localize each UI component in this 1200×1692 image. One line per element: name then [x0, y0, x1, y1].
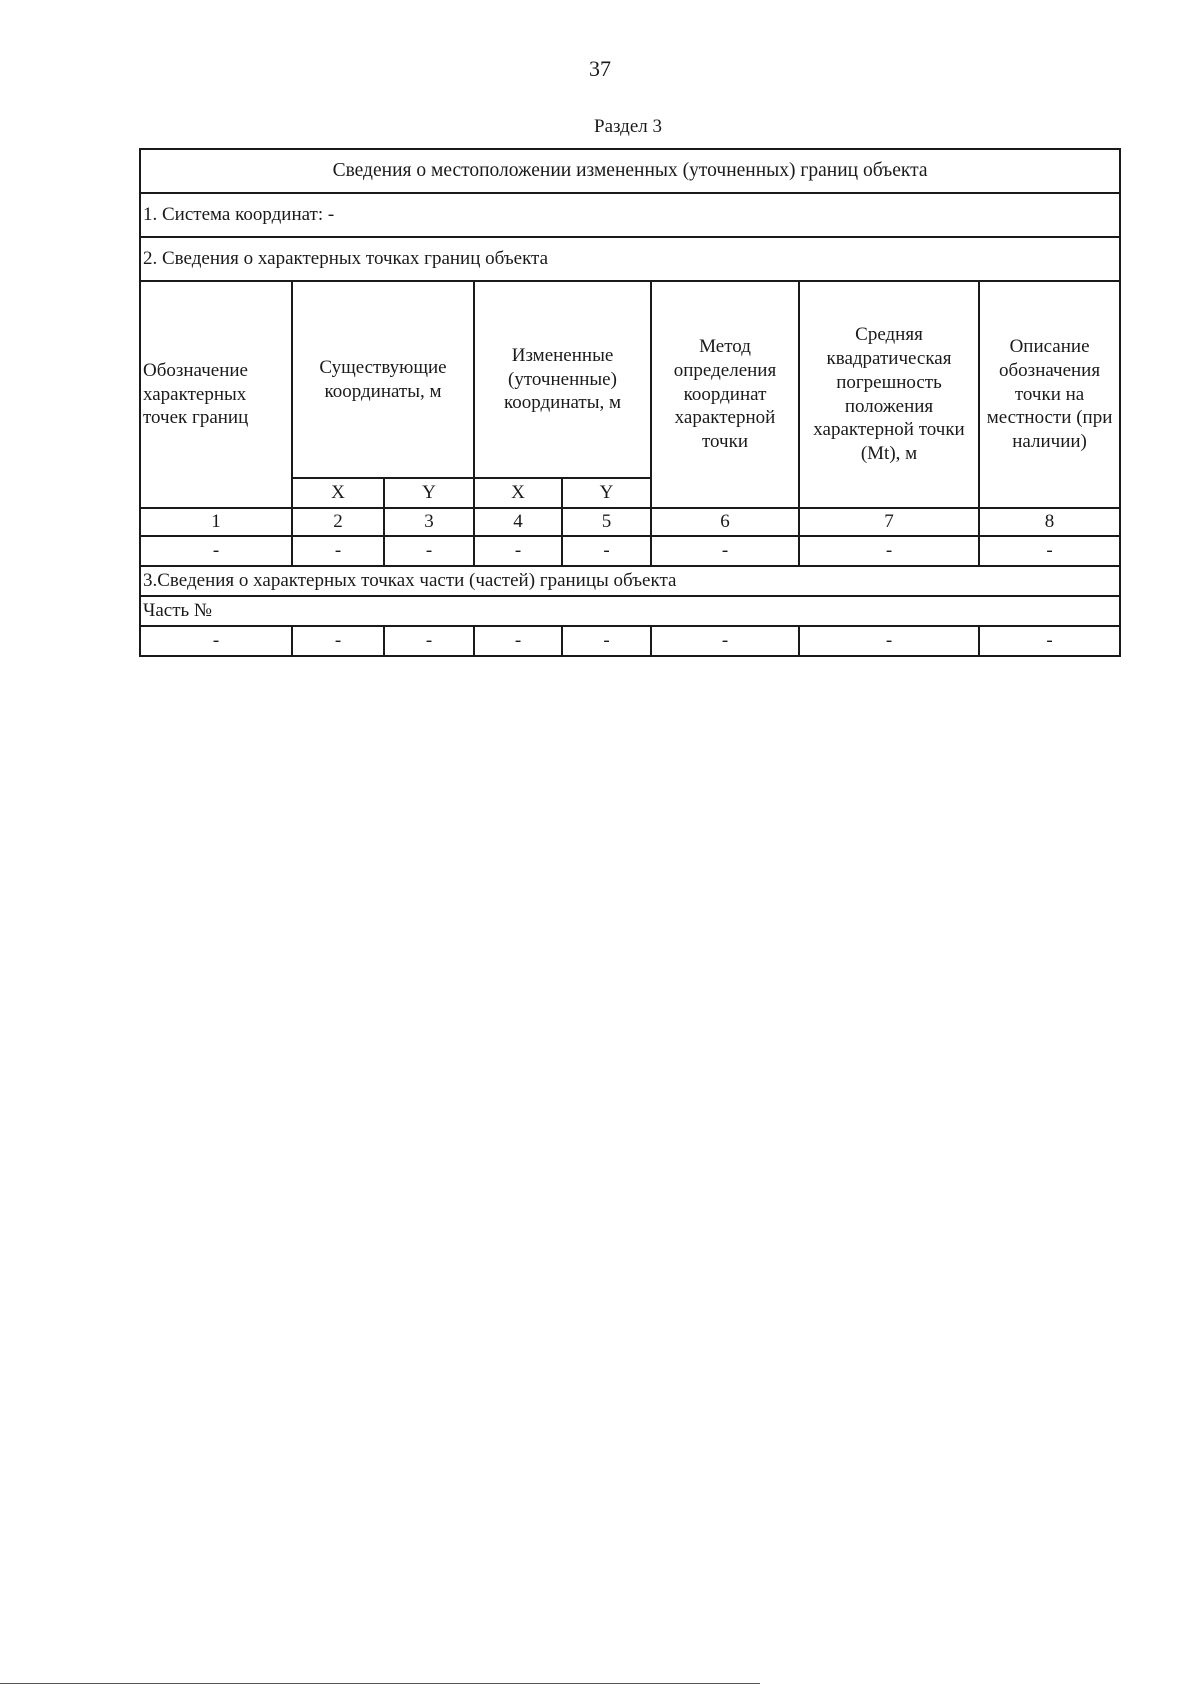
column-number-row	[140, 508, 1120, 536]
points-heading-row: 2. Сведения о характерных точках границ объекта	[140, 237, 1120, 281]
header-existing-coordinates: Существующие координаты, м	[292, 281, 474, 478]
column-number: 6	[651, 508, 799, 536]
column-number: 3	[384, 508, 474, 536]
points-data-row	[140, 536, 1120, 566]
table-cell: -	[474, 626, 562, 656]
coordinate-system-row: 1. Система координат: -	[140, 193, 1120, 237]
column-number: 1	[140, 508, 292, 536]
header-mean-error: Средняя квадратическая погрешность положения характерной точки (Mt), м	[799, 281, 979, 508]
column-number: 2	[292, 508, 384, 536]
table-cell: -	[799, 626, 979, 656]
column-number: 8	[979, 508, 1120, 536]
table-cell: -	[562, 626, 651, 656]
table-cell: -	[799, 536, 979, 566]
table-cell: -	[979, 536, 1120, 566]
column-number: 5	[562, 508, 651, 536]
page-bottom-rule	[0, 1683, 760, 1684]
part-number-row: Часть №	[140, 596, 1120, 626]
header-point-designation: Обозначение характерных точек границ	[140, 281, 292, 508]
section-label: Раздел 3	[594, 116, 662, 137]
table-cell: -	[474, 536, 562, 566]
table-cell: -	[651, 536, 799, 566]
header-changed-x: X	[474, 478, 562, 508]
parts-heading-row: 3.Сведения о характерных точках части (частей) границы объекта	[140, 566, 1120, 596]
table-title: Сведения о местоположении измененных (уточненных) границ объекта	[140, 149, 1120, 193]
table-cell: -	[292, 536, 384, 566]
boundary-info-table	[139, 148, 1121, 657]
header-existing-y: Y	[384, 478, 474, 508]
header-changed-y: Y	[562, 478, 651, 508]
table-cell: -	[384, 626, 474, 656]
table-cell: -	[140, 536, 292, 566]
page-number: 37	[589, 56, 611, 81]
parts-data-row	[140, 626, 1120, 656]
table-cell: -	[651, 626, 799, 656]
table-cell: -	[292, 626, 384, 656]
column-number: 4	[474, 508, 562, 536]
header-point-description: Описание обозначения точки на местности (при наличии)	[979, 281, 1120, 508]
table-cell: -	[979, 626, 1120, 656]
header-method: Метод определения координат характерной точки	[651, 281, 799, 508]
table-cell: -	[384, 536, 474, 566]
header-existing-x: X	[292, 478, 384, 508]
header-changed-coordinates: Измененные (уточненные) координаты, м	[474, 281, 651, 478]
table-cell: -	[562, 536, 651, 566]
column-number: 7	[799, 508, 979, 536]
table-cell: -	[140, 626, 292, 656]
